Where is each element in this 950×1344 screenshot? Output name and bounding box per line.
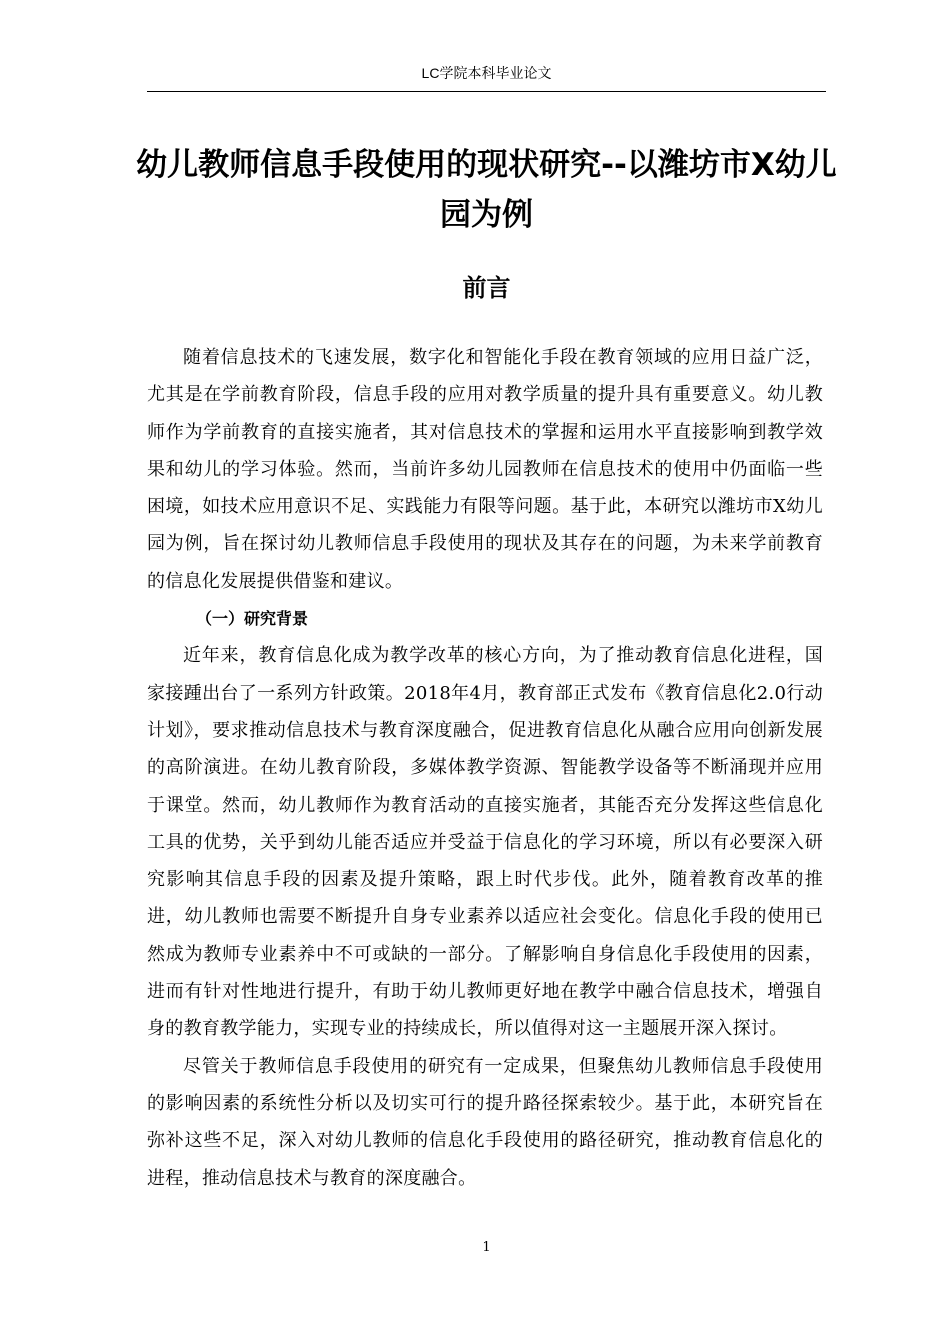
page-number: 1: [482, 1240, 491, 1255]
background-paragraph-2: 尽管关于教师信息手段使用的研究有一定成果，但聚焦幼儿教师信息手段使用的影响因素的系统性分析以及切实可行的提升路径探索较少。基于此，本研究旨在弥补这些不足，深入对幼儿教师的信息化手段使用的路径研究，推动教育信息化的进程，推动信息技术与教育的深度融合。: [147, 1055, 823, 1189]
intro-paragraph: 随着信息技术的飞速发展，数字化和智能化手段在教育领域的应用日益广泛，尤其是在学前教育阶段，信息手段的应用对教学质量的提升具有重要意义。幼儿教师作为学前教育的直接实施者，其对信息技术的掌握和运用水平直接影响到教学效果和幼儿的学习体验。然而，当前许多幼儿园教师在信息技术的使用中仍面临一些困境，如技术应用意识不足、实践能力有限等问题。基于此，本研究以潍坊市X幼儿园为例，旨在探讨幼儿教师信息手段使用的现状及其存在的问题，为未来学前教育的信息化发展提供借鉴和建议。: [147, 347, 823, 592]
running-header: LC学院本科毕业论文: [421, 65, 552, 81]
paper-title: 幼儿教师信息手段使用的现状研究--以潍坊市X幼儿园为例: [136, 147, 837, 233]
body-text: [147, 339, 823, 1197]
section-title: 前言: [462, 274, 511, 302]
subsection-heading: （一）研究背景: [196, 609, 309, 629]
background-paragraph-1: 近年来，教育信息化成为教学改革的核心方向，为了推动教育信息化进程，国家接踵出台了一系列方针政策。2018年4月，教育部正式发布《教育信息化2.0行动计划》，要求推动信息技术与教育深度融合，促进教育信息化从融合应用向创新发展的高阶演进。在幼儿教育阶段，多媒体教学资源、智能教学设备等不断涌现并应用于课堂。然而，幼儿教师作为教育活动的直接实施者，其能否充分发挥这些信息化工具的优势，关乎到幼儿能否适应并受益于信息化的学习环境，所以有必要深入研究影响其信息手段的因素及提升策略，跟上时代步伐。此外，随着教育改革的推进，幼儿教师也需要不断提升自身专业素养以适应社会变化。信息化手段的使用已然成为教师专业素养中不可或缺的一部分。了解影响自身信息化手段使用的因素，进而有针对性地进行提升，有助于幼儿教师更好地在教学中融合信息技术，增强自身的教育教学能力，实现专业的持续成长，所以值得对这一主题展开深入探讨。: [147, 645, 823, 1040]
header-divider: [147, 91, 826, 92]
